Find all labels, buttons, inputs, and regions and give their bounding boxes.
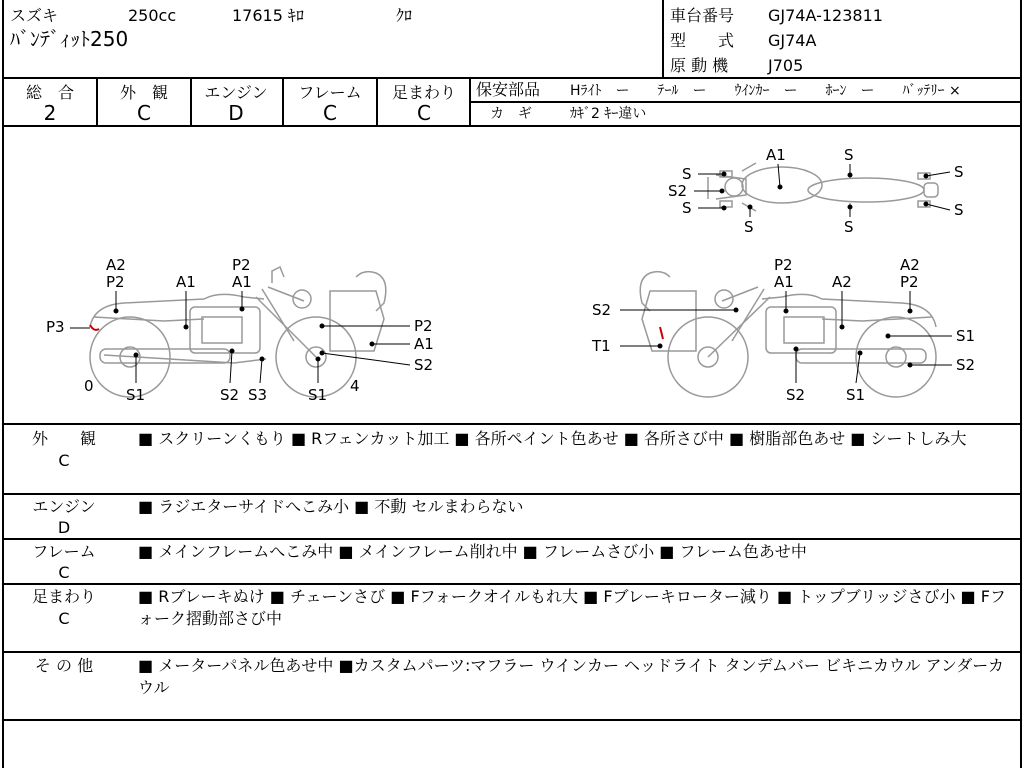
grade-frame-value: C xyxy=(323,101,337,125)
label-s1: S1 xyxy=(956,327,976,345)
model-name: ﾊﾞﾝﾃﾞｨｯﾄ250 xyxy=(10,27,129,51)
label-s: S xyxy=(844,218,854,236)
label-a1: A1 xyxy=(766,146,786,164)
mileage: 17615 ｷﾛ xyxy=(232,6,304,25)
note-text-frame: ■ メインフレームへこみ中 ■ メインフレーム削れ中 ■ フレームさび小 ■ フレーム色あせ中 xyxy=(138,542,807,561)
label-s2: S2 xyxy=(592,301,612,319)
color: ｸﾛ xyxy=(396,6,413,25)
note-category-frame: フレーム xyxy=(32,542,96,561)
grade-engine-value: D xyxy=(228,101,244,125)
label-s1: S1 xyxy=(846,386,866,404)
grade-exterior-label: 外 観 xyxy=(119,83,168,102)
note-category-suspension: 足まわり xyxy=(31,587,96,606)
divider xyxy=(4,423,1020,425)
label-s2: S2 xyxy=(668,182,688,200)
type-value: GJ74A xyxy=(768,31,817,50)
motorcycle-top-outline xyxy=(708,163,938,211)
safety-divider xyxy=(469,101,1020,103)
label-p2: P2 xyxy=(774,256,793,274)
chassis-label: 車台番号 xyxy=(670,6,735,25)
note-category-engine: エンジン xyxy=(32,497,96,516)
type-label: 型 式 xyxy=(670,31,735,50)
label-s1: S1 xyxy=(308,386,328,404)
grade-frame-label: フレーム xyxy=(298,83,362,102)
damage-mark xyxy=(660,327,663,339)
label-p2: P2 xyxy=(414,317,433,335)
label-s: S xyxy=(954,201,964,219)
label-s2: S2 xyxy=(220,386,240,404)
note-text-suspension: ■ Rブレーキぬけ ■ チェーンさび ■ Fフォークオイルもれ大 ■ Fブレーキローター減り ■ トップブリッジさび小 ■ Fフォーク摺動部さび中 xyxy=(138,587,1006,628)
maker: スズキ xyxy=(10,6,59,25)
note-category-exterior: 外 観 xyxy=(31,429,96,448)
divider xyxy=(4,583,1020,585)
grade-engine-label: エンジン xyxy=(204,83,268,102)
damage-diagram xyxy=(4,127,1022,423)
engine-label: 原 動 機 xyxy=(670,56,729,75)
chassis-number: GJ74A-123811 xyxy=(768,6,883,25)
note-text-engine: ■ ラジエターサイドへこみ小 ■ 不動 セルまわらない xyxy=(138,497,524,516)
label-t1: T1 xyxy=(592,337,611,355)
label-p2: P2 xyxy=(106,273,125,291)
label-s2: S2 xyxy=(786,386,806,404)
note-text-exterior: ■ スクリーンくもり ■ Rフェンカット加工 ■ 各所ペイント色あせ ■ 各所さび中 ■ 樹脂部色あせ ■ シートしみ大 xyxy=(138,429,967,448)
label-p3: P3 xyxy=(46,318,65,336)
label-s: S xyxy=(682,199,692,217)
damage-mark xyxy=(90,325,99,330)
divider xyxy=(4,719,1020,721)
label-a2: A2 xyxy=(106,256,126,274)
grade-overall-label: 総 合 xyxy=(25,83,74,102)
engine-value: J705 xyxy=(768,56,804,75)
label-p2: P2 xyxy=(232,256,251,274)
label-s3: S3 xyxy=(248,386,268,404)
divider xyxy=(4,493,1020,495)
label-s: S xyxy=(844,146,854,164)
note-grade-exterior: C xyxy=(58,451,70,470)
note-grade-engine: D xyxy=(57,518,71,537)
right-side-labels xyxy=(591,256,975,404)
label-s2: S2 xyxy=(414,356,434,374)
header-divider xyxy=(662,0,664,78)
safety-label: 保安部品 xyxy=(476,80,541,99)
label-a2: A2 xyxy=(832,273,852,291)
safety-items: Hﾗｲﾄ ー ﾃｰﾙ ー ｳｲﾝｶｰ ー ﾎｰﾝ ー ﾊﾞｯﾃﾘｰ × xyxy=(570,83,961,99)
note-grade-suspension: C xyxy=(58,609,70,628)
note-category-other: そ の 他 xyxy=(34,656,94,675)
left-side-labels xyxy=(46,256,434,404)
label-a1: A1 xyxy=(414,335,434,353)
note-text-other: ■ メーターパネル色あせ中 ■カスタムパーツ:マフラー ウインカー ヘッドライト タンデムバー ビキニカウル アンダーカウル xyxy=(138,656,1004,697)
label-p2: P2 xyxy=(900,273,919,291)
label-4: 4 xyxy=(350,377,360,395)
grade-suspension-label: 足まわり xyxy=(391,83,456,102)
label-a1: A1 xyxy=(176,273,196,291)
divider xyxy=(4,538,1020,540)
label-0: 0 xyxy=(84,377,94,395)
label-s: S xyxy=(954,163,964,181)
divider xyxy=(4,77,1020,79)
grade-suspension-value: C xyxy=(417,101,431,125)
label-a1: A1 xyxy=(774,273,794,291)
label-s2: S2 xyxy=(956,356,976,374)
left-side-leaders xyxy=(70,291,410,383)
label-s: S xyxy=(744,218,754,236)
note-grade-frame: C xyxy=(58,563,70,582)
label-a1: A1 xyxy=(232,273,252,291)
inspection-sheet xyxy=(2,0,1022,768)
grade-exterior-value: C xyxy=(137,101,151,125)
label-s: S xyxy=(682,165,692,183)
key-value: ｶｷﾞ2 ｷｰ違い xyxy=(570,106,647,122)
key-label: カ ギ xyxy=(490,106,532,122)
label-a2: A2 xyxy=(900,256,920,274)
grade-overall-value: 2 xyxy=(43,101,57,125)
divider xyxy=(4,651,1020,653)
label-s1: S1 xyxy=(126,386,146,404)
displacement: 250cc xyxy=(128,6,177,25)
